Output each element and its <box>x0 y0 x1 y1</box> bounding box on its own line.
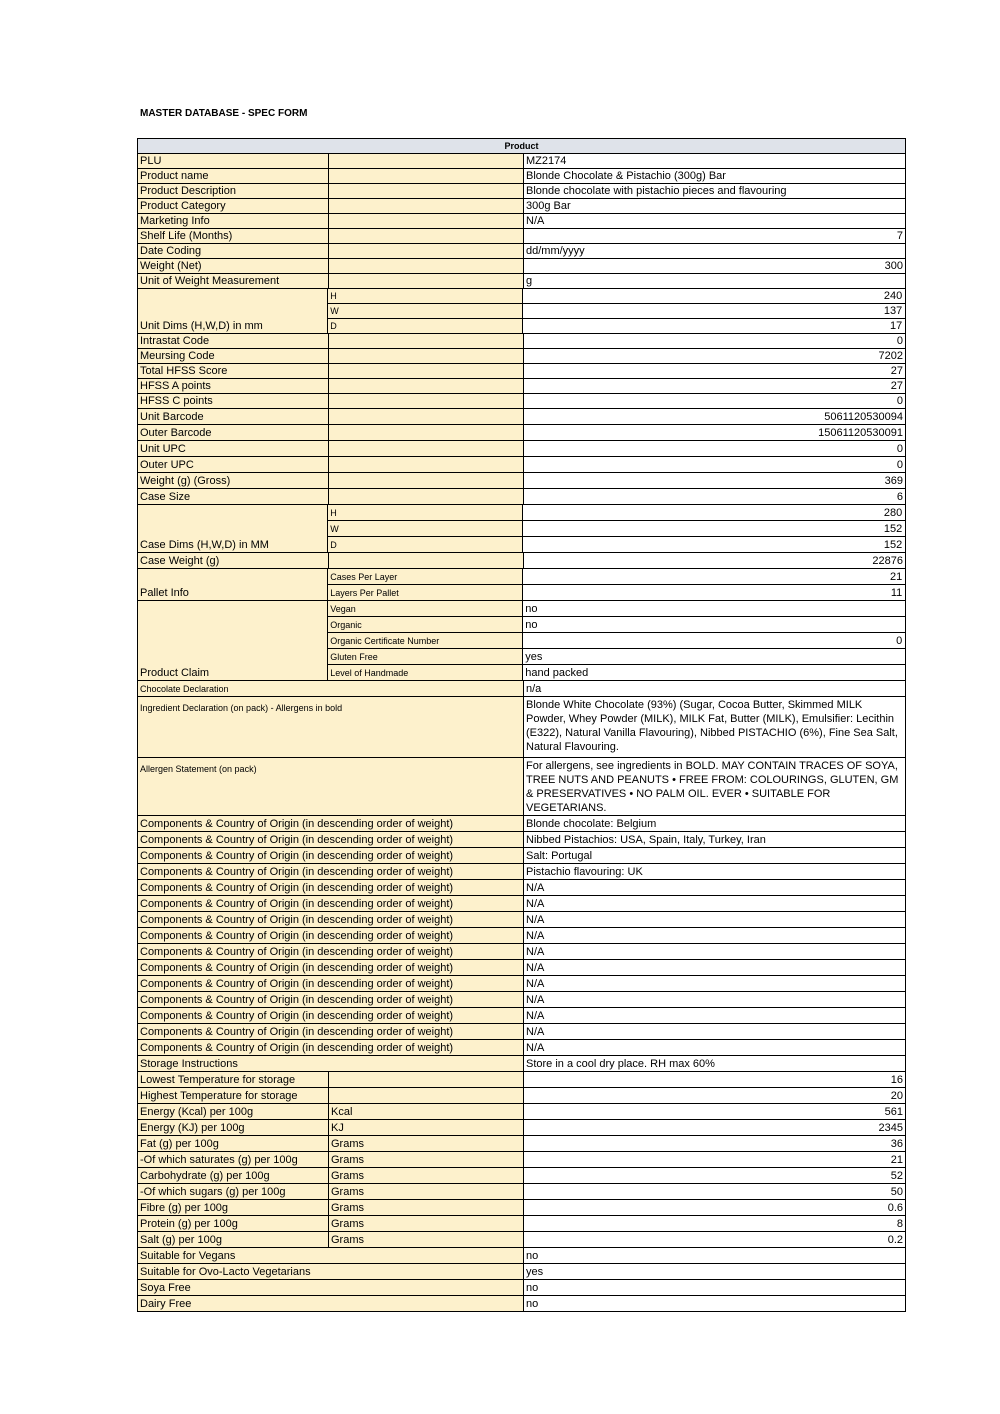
product-name-label: Product name <box>138 169 328 183</box>
component-label: Components & Country of Origin (in descending order of weight) <box>138 992 523 1007</box>
nutrition-row <box>137 1120 906 1136</box>
outer-upc-value[interactable]: 0 <box>523 457 905 472</box>
date-coding-blank <box>328 244 523 258</box>
row-hfss-total <box>137 364 906 379</box>
component-row <box>137 960 906 976</box>
component-label: Components & Country of Origin (in descending order of weight) <box>138 832 523 847</box>
shelf-life-value[interactable]: 7 <box>523 229 905 243</box>
soya-free-label: Soya Free <box>138 1280 523 1295</box>
low-temp-blank <box>328 1072 523 1087</box>
row-high-temp <box>137 1088 906 1104</box>
claim-handmade-label: Level of Handmade <box>327 665 522 680</box>
spec-sheet <box>137 138 906 1312</box>
unit-dims-w-value[interactable]: 137 <box>522 304 904 318</box>
low-temp-label: Lowest Temperature for storage <box>138 1072 328 1087</box>
nutrition-row <box>137 1200 906 1216</box>
weight-net-blank <box>328 259 523 273</box>
unit-weight-measure-blank <box>328 274 523 288</box>
component-label: Components & Country of Origin (in descending order of weight) <box>138 896 523 911</box>
unit-dims-d-value[interactable]: 17 <box>522 319 904 333</box>
nutrition-label: Salt (g) per 100g <box>138 1232 328 1247</box>
meursing-label: Meursing Code <box>138 349 328 363</box>
component-label: Components & Country of Origin (in descending order of weight) <box>138 928 523 943</box>
claim-organic-label: Organic <box>327 617 522 632</box>
chocolate-declaration-value[interactable]: n/a <box>523 681 905 696</box>
row-product-name <box>137 169 906 184</box>
row-product-description <box>137 184 906 199</box>
row-meursing <box>137 349 906 364</box>
nutrition-row <box>137 1216 906 1232</box>
outer-barcode-value[interactable]: 15061120530091 <box>523 425 905 440</box>
row-date-coding <box>137 244 906 259</box>
weight-net-value[interactable]: 300 <box>523 259 905 273</box>
layers-per-pallet-value[interactable]: 11 <box>522 585 904 600</box>
layers-per-pallet-label: Layers Per Pallet <box>327 585 522 600</box>
component-row <box>137 1008 906 1024</box>
outer-barcode-blank <box>328 425 523 440</box>
row-shelf-life <box>137 229 906 244</box>
component-row <box>137 832 906 848</box>
date-coding-value[interactable]: dd/mm/yyyy <box>523 244 905 258</box>
form-title: MASTER DATABASE - SPEC FORM <box>140 108 308 119</box>
claim-vegan-label: Vegan <box>327 601 522 616</box>
unit-dims-h-label: H <box>327 289 522 303</box>
claim-vegan-value[interactable]: no <box>522 601 904 616</box>
outer-barcode-label: Outer Barcode <box>138 425 328 440</box>
claim-gluten-label: Gluten Free <box>327 649 522 664</box>
row-unit-weight-measure <box>137 274 906 289</box>
row-intrastat <box>137 334 906 349</box>
nutrition-list <box>137 1104 906 1248</box>
component-row <box>137 912 906 928</box>
row-unit-dims <box>137 289 906 334</box>
nutrition-value[interactable]: 2345 <box>523 1120 905 1135</box>
row-soya-free <box>137 1280 906 1296</box>
component-label: Components & Country of Origin (in descending order of weight) <box>138 1040 523 1055</box>
hfss-total-value[interactable]: 27 <box>523 364 905 378</box>
weight-gross-label: Weight (g) (Gross) <box>138 473 328 488</box>
nutrition-unit: Grams <box>328 1136 523 1151</box>
hfss-a-label: HFSS A points <box>138 379 328 393</box>
row-ovo-lacto <box>137 1264 906 1280</box>
nutrition-label: Fibre (g) per 100g <box>138 1200 328 1215</box>
low-temp-value[interactable]: 16 <box>523 1072 905 1087</box>
nutrition-row <box>137 1104 906 1120</box>
unit-upc-blank <box>328 441 523 456</box>
nutrition-row <box>137 1232 906 1248</box>
hfss-a-blank <box>328 379 523 393</box>
nutrition-value[interactable]: 0.2 <box>523 1232 905 1247</box>
row-unit-upc <box>137 441 906 457</box>
case-size-value[interactable]: 6 <box>523 489 905 504</box>
component-label: Components & Country of Origin (in descending order of weight) <box>138 960 523 975</box>
row-chocolate-declaration <box>137 681 906 697</box>
nutrition-label: Energy (KJ) per 100g <box>138 1120 328 1135</box>
case-size-blank <box>328 489 523 504</box>
product-description-label: Product Description <box>138 184 328 198</box>
allergen-label: Allergen Statement (on pack) <box>138 758 523 815</box>
section-header: Product <box>137 138 906 154</box>
intrastat-value[interactable]: 0 <box>523 334 905 348</box>
nutrition-label: -Of which saturates (g) per 100g <box>138 1152 328 1167</box>
high-temp-blank <box>328 1088 523 1103</box>
row-product-category <box>137 199 906 214</box>
claim-cert-label: Organic Certificate Number <box>327 633 522 648</box>
row-plu <box>137 154 906 169</box>
hfss-a-value[interactable]: 27 <box>523 379 905 393</box>
component-value[interactable]: N/A <box>523 960 905 975</box>
component-value[interactable]: Blonde chocolate: Belgium <box>523 816 905 831</box>
component-value[interactable]: N/A <box>523 1008 905 1023</box>
case-weight-value[interactable]: 22876 <box>523 553 905 568</box>
component-row <box>137 944 906 960</box>
outer-upc-blank <box>328 457 523 472</box>
component-row <box>137 928 906 944</box>
dairy-free-label: Dairy Free <box>138 1296 523 1311</box>
claim-handmade-value[interactable]: hand packed <box>522 665 904 680</box>
nutrition-row <box>137 1152 906 1168</box>
meursing-blank <box>328 349 523 363</box>
pallet-info-label: Pallet Info <box>138 569 327 600</box>
component-row <box>137 1040 906 1056</box>
component-value[interactable]: N/A <box>523 928 905 943</box>
allergen-value[interactable]: For allergens, see ingredients in BOLD. MAY CONTAIN TRACES OF SOYA, TREE NUTS AND PEANUTS • FREE FROM: COLOURINGS, GLUTEN, GM & PRESERVATIVES • NO PALM OIL. EVER • SUITABLE FOR VEGETARIANS. <box>523 758 905 815</box>
component-label: Components & Country of Origin (in descending order of weight) <box>138 976 523 991</box>
weight-gross-value[interactable]: 369 <box>523 473 905 488</box>
component-label: Components & Country of Origin (in descending order of weight) <box>138 912 523 927</box>
claim-cert-value[interactable]: 0 <box>522 633 904 648</box>
case-dims-h-label: H <box>327 505 522 520</box>
claim-organic-value[interactable]: no <box>522 617 904 632</box>
nutrition-unit: Grams <box>328 1152 523 1167</box>
cases-per-layer-value[interactable]: 21 <box>522 569 904 584</box>
nutrition-row <box>137 1168 906 1184</box>
row-low-temp <box>137 1072 906 1088</box>
plu-label: PLU <box>138 154 328 168</box>
unit-barcode-value[interactable]: 5061120530094 <box>523 409 905 424</box>
hfss-c-value[interactable]: 0 <box>523 394 905 408</box>
component-label: Components & Country of Origin (in descending order of weight) <box>138 944 523 959</box>
component-value[interactable]: Pistachio flavouring: UK <box>523 864 905 879</box>
row-case-dims <box>137 505 906 553</box>
nutrition-value[interactable]: 21 <box>523 1152 905 1167</box>
row-hfss-c <box>137 394 906 409</box>
shelf-life-label: Shelf Life (Months) <box>138 229 328 243</box>
product-category-label: Product Category <box>138 199 328 213</box>
row-outer-barcode <box>137 425 906 441</box>
storage-value[interactable]: Store in a cool dry place. RH max 60% <box>523 1056 905 1071</box>
ovo-lacto-value[interactable]: yes <box>523 1264 905 1279</box>
hfss-total-label: Total HFSS Score <box>138 364 328 378</box>
row-case-weight <box>137 553 906 569</box>
cases-per-layer-label: Cases Per Layer <box>327 569 522 584</box>
soya-free-value[interactable]: no <box>523 1280 905 1295</box>
nutrition-label: Protein (g) per 100g <box>138 1216 328 1231</box>
row-product-claim <box>137 601 906 681</box>
ingredients-label: Ingredient Declaration (on pack) - Allergens in bold <box>138 697 523 757</box>
case-dims-d-value[interactable]: 152 <box>522 537 904 552</box>
intrastat-blank <box>328 334 523 348</box>
product-name-value[interactable]: Blonde Chocolate & Pistachio (300g) Bar <box>523 169 905 183</box>
unit-weight-measure-value[interactable]: g <box>523 274 905 288</box>
nutrition-label: Fat (g) per 100g <box>138 1136 328 1151</box>
hfss-c-label: HFSS C points <box>138 394 328 408</box>
component-row <box>137 848 906 864</box>
row-storage <box>137 1056 906 1072</box>
component-row <box>137 864 906 880</box>
suitable-vegans-value[interactable]: no <box>523 1248 905 1263</box>
component-value[interactable]: N/A <box>523 992 905 1007</box>
row-marketing-info <box>137 214 906 229</box>
component-value[interactable]: N/A <box>523 896 905 911</box>
marketing-info-label: Marketing Info <box>138 214 328 228</box>
component-value[interactable]: N/A <box>523 944 905 959</box>
unit-dims-label: Unit Dims (H,W,D) in mm <box>138 289 327 333</box>
component-label: Components & Country of Origin (in descending order of weight) <box>138 816 523 831</box>
hfss-total-blank <box>328 364 523 378</box>
nutrition-value[interactable]: 561 <box>523 1104 905 1119</box>
marketing-info-blank <box>328 214 523 228</box>
unit-barcode-blank <box>328 409 523 424</box>
nutrition-value[interactable]: 52 <box>523 1168 905 1183</box>
nutrition-unit: Kcal <box>328 1104 523 1119</box>
nutrition-value[interactable]: 0.6 <box>523 1200 905 1215</box>
chocolate-declaration-label: Chocolate Declaration <box>138 681 523 696</box>
row-weight-net <box>137 259 906 274</box>
nutrition-label: -Of which sugars (g) per 100g <box>138 1184 328 1199</box>
row-allergen <box>137 758 906 816</box>
nutrition-unit: KJ <box>328 1120 523 1135</box>
product-name-blank <box>328 169 523 183</box>
nutrition-value[interactable]: 8 <box>523 1216 905 1231</box>
component-value[interactable]: Nibbed Pistachios: USA, Spain, Italy, Turkey, Iran <box>523 832 905 847</box>
component-label: Components & Country of Origin (in descending order of weight) <box>138 1024 523 1039</box>
component-label: Components & Country of Origin (in descending order of weight) <box>138 880 523 895</box>
unit-upc-label: Unit UPC <box>138 441 328 456</box>
row-ingredients <box>137 697 906 758</box>
intrastat-label: Intrastat Code <box>138 334 328 348</box>
component-value[interactable]: N/A <box>523 1040 905 1055</box>
marketing-info-value[interactable]: N/A <box>523 214 905 228</box>
component-label: Components & Country of Origin (in descending order of weight) <box>138 848 523 863</box>
product-description-blank <box>328 184 523 198</box>
meursing-value[interactable]: 7202 <box>523 349 905 363</box>
case-dims-w-value[interactable]: 152 <box>522 521 904 536</box>
nutrition-unit: Grams <box>328 1232 523 1247</box>
weight-net-label: Weight (Net) <box>138 259 328 273</box>
component-value[interactable]: N/A <box>523 1024 905 1039</box>
case-size-label: Case Size <box>138 489 328 504</box>
nutrition-label: Energy (Kcal) per 100g <box>138 1104 328 1119</box>
ingredients-value[interactable]: Blonde White Chocolate (93%) (Sugar, Cocoa Butter, Skimmed MILK Powder, Whey Powder (MILK), MILK Fat, Butter (MILK), Emulsifier: Lecithin (E322), Natural Vanilla Flavouring), Nibbed PISTACHIO (6%), Fine Sea Salt, Natural Flavouring. <box>523 697 905 757</box>
high-temp-label: Highest Temperature for storage <box>138 1088 328 1103</box>
hfss-c-blank <box>328 394 523 408</box>
shelf-life-blank <box>328 229 523 243</box>
unit-upc-value[interactable]: 0 <box>523 441 905 456</box>
component-row <box>137 896 906 912</box>
ovo-lacto-label: Suitable for Ovo-Lacto Vegetarians <box>138 1264 523 1279</box>
case-dims-d-label: D <box>327 537 522 552</box>
row-suitable-vegans <box>137 1248 906 1264</box>
nutrition-row <box>137 1136 906 1152</box>
row-case-size <box>137 489 906 505</box>
row-weight-gross <box>137 473 906 489</box>
case-weight-blank <box>328 553 523 568</box>
unit-dims-d-label: D <box>327 319 522 333</box>
case-weight-label: Case Weight (g) <box>138 553 328 568</box>
weight-gross-blank <box>328 473 523 488</box>
row-dairy-free <box>137 1296 906 1312</box>
nutrition-value[interactable]: 50 <box>523 1184 905 1199</box>
product-description-value[interactable]: Blonde chocolate with pistachio pieces and flavouring <box>523 184 905 198</box>
component-row <box>137 976 906 992</box>
nutrition-label: Carbohydrate (g) per 100g <box>138 1168 328 1183</box>
component-value[interactable]: N/A <box>523 976 905 991</box>
case-dims-w-label: W <box>327 521 522 536</box>
component-value[interactable]: Salt: Portugal <box>523 848 905 863</box>
claim-gluten-value[interactable]: yes <box>522 649 904 664</box>
unit-weight-measure-label: Unit of Weight Measurement <box>138 274 328 288</box>
component-value[interactable]: N/A <box>523 912 905 927</box>
plu-value[interactable]: MZ2174 <box>523 154 905 168</box>
case-dims-label: Case Dims (H,W,D) in MM <box>138 505 327 552</box>
outer-upc-label: Outer UPC <box>138 457 328 472</box>
unit-dims-w-label: W <box>327 304 522 318</box>
row-hfss-a <box>137 379 906 394</box>
component-label: Components & Country of Origin (in descending order of weight) <box>138 1008 523 1023</box>
component-label: Components & Country of Origin (in descending order of weight) <box>138 864 523 879</box>
nutrition-unit: Grams <box>328 1200 523 1215</box>
component-row <box>137 1024 906 1040</box>
components-list <box>137 816 906 1056</box>
dairy-free-value[interactable]: no <box>523 1296 905 1311</box>
storage-label: Storage Instructions <box>138 1056 523 1071</box>
nutrition-unit: Grams <box>328 1216 523 1231</box>
unit-dims-h-value[interactable]: 240 <box>522 289 904 303</box>
row-outer-upc <box>137 457 906 473</box>
nutrition-unit: Grams <box>328 1184 523 1199</box>
case-dims-h-value[interactable]: 280 <box>522 505 904 520</box>
date-coding-label: Date Coding <box>138 244 328 258</box>
product-claim-label: Product Claim <box>138 601 327 680</box>
component-row <box>137 880 906 896</box>
nutrition-unit: Grams <box>328 1168 523 1183</box>
suitable-vegans-label: Suitable for Vegans <box>138 1248 523 1263</box>
component-row <box>137 816 906 832</box>
nutrition-row <box>137 1184 906 1200</box>
plu-blank <box>328 154 523 168</box>
high-temp-value[interactable]: 20 <box>523 1088 905 1103</box>
product-category-value[interactable]: 300g Bar <box>523 199 905 213</box>
component-value[interactable]: N/A <box>523 880 905 895</box>
component-row <box>137 992 906 1008</box>
unit-barcode-label: Unit Barcode <box>138 409 328 424</box>
nutrition-value[interactable]: 36 <box>523 1136 905 1151</box>
row-unit-barcode <box>137 409 906 425</box>
row-pallet-info <box>137 569 906 601</box>
product-category-blank <box>328 199 523 213</box>
